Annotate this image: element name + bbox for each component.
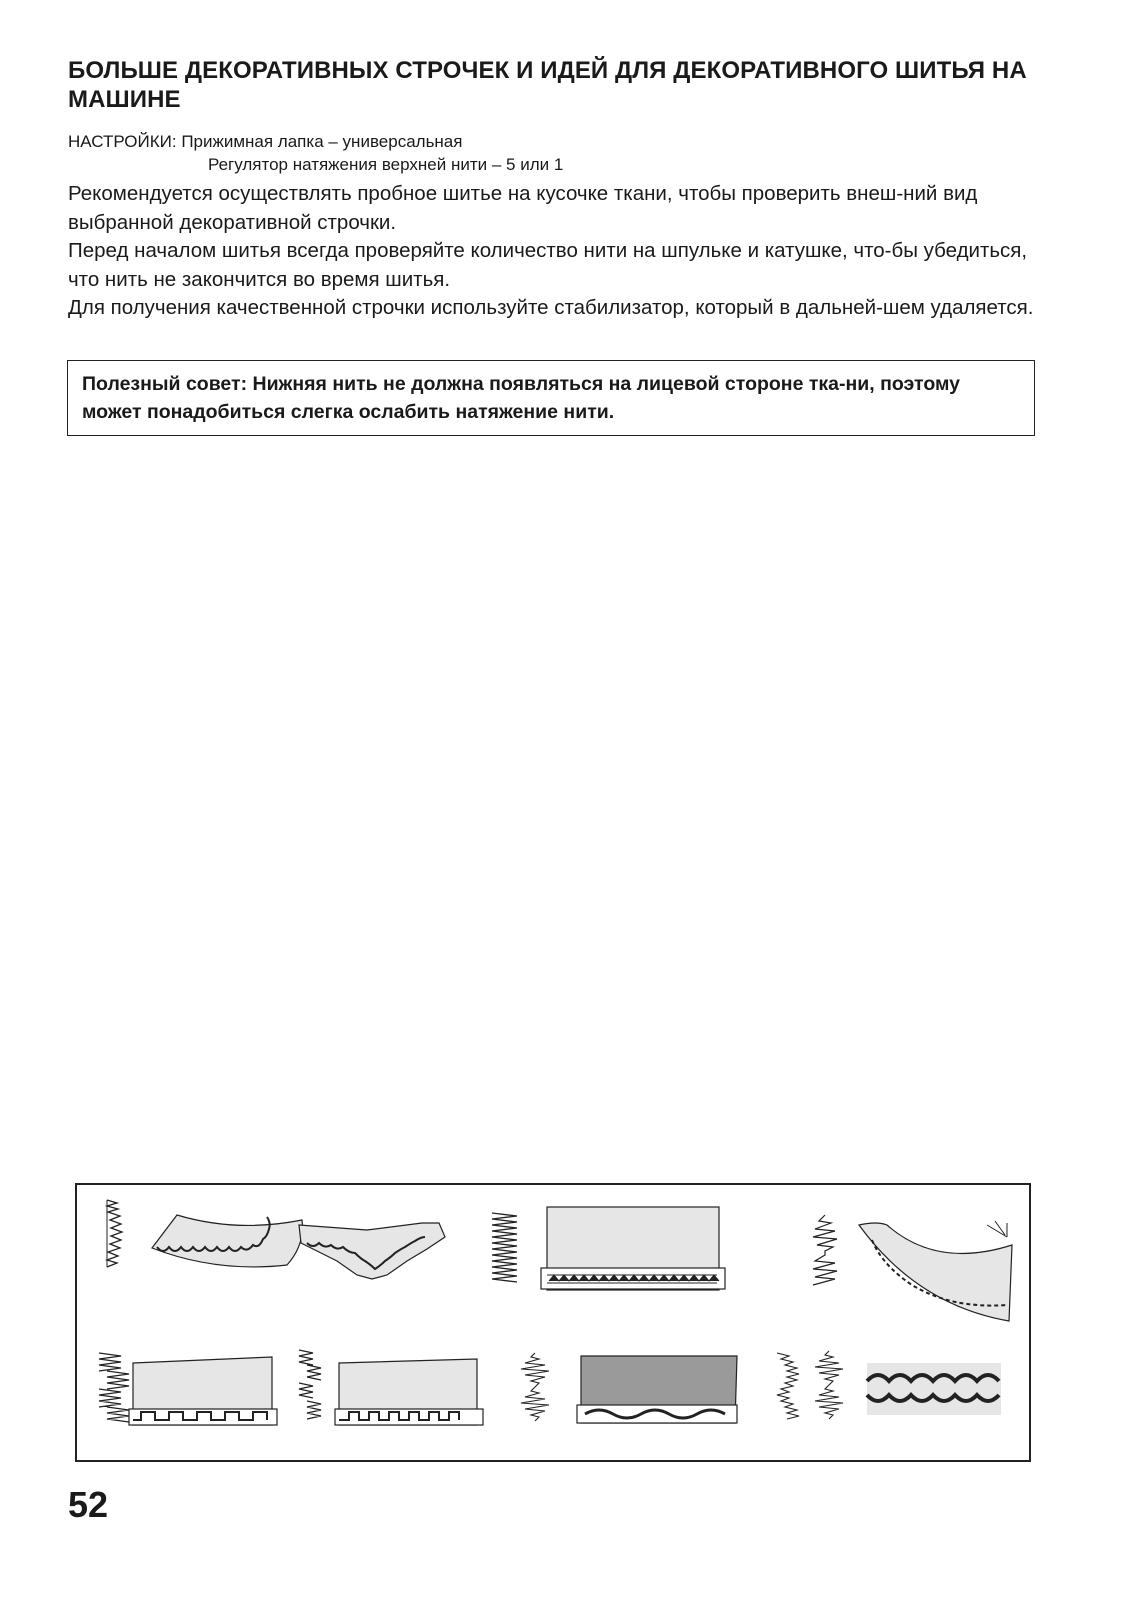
page-title: БОЛЬШЕ ДЕКОРАТИВНЫХ СТРОЧЕК И ИДЕЙ ДЛЯ ДЕКОРАТИВНОГО ШИТЬЯ НА МАШИНЕ <box>68 57 1027 113</box>
tip-box: Полезный совет: Нижняя нить не должна появляться на лицевой стороне тка-ни, поэтому может понадобиться слегка ослабить натяжение нити. <box>67 360 1035 436</box>
settings-block <box>68 130 563 176</box>
paragraph-test-sewing: Рекомендуется осуществлять пробное шитье на кусочке ткани, чтобы проверить внеш-ний вид выбранной декоративной строчки. <box>68 182 978 234</box>
settings-line-tension: Регулятор натяжения верхней нити – 5 или 1 <box>208 155 564 174</box>
page-number: 52 <box>68 1484 109 1525</box>
double-wave-band-illustration <box>867 1363 1001 1415</box>
stitch-examples-figure <box>75 1183 1031 1462</box>
diamond-border-illustration <box>577 1356 737 1423</box>
settings-line-presser-foot: НАСТРОЙКИ: Прижимная лапка – универсальная <box>68 132 463 151</box>
tree-stitch-icon <box>813 1215 837 1285</box>
curved-collar-illustration <box>859 1221 1012 1321</box>
zigzag-stitch-icon <box>492 1213 517 1282</box>
scallop-collar-illustration <box>152 1215 302 1267</box>
step-border-illustration-2 <box>335 1359 483 1425</box>
body-text <box>68 180 1043 323</box>
step-stitch-icon <box>99 1353 129 1422</box>
diamond-stitch-icon <box>521 1353 549 1421</box>
step-border-illustration <box>129 1357 277 1425</box>
double-wave-stitch-icon <box>777 1351 843 1419</box>
shell-edge-illustration <box>299 1223 445 1279</box>
paragraph-thread-check: Перед началом шитья всегда проверяйте количество нити на шпульке и катушке, что-бы убедиться, что нить не закончится во время шитья. <box>68 239 1028 291</box>
scallop-stitch-icon <box>107 1200 122 1267</box>
paragraph-stabilizer: Для получения качественной строчки используйте стабилизатор, который в дальней-шем удаляется. <box>68 296 1034 319</box>
border-hem-illustration <box>541 1207 725 1290</box>
step-stitch-icon-2 <box>299 1350 321 1419</box>
